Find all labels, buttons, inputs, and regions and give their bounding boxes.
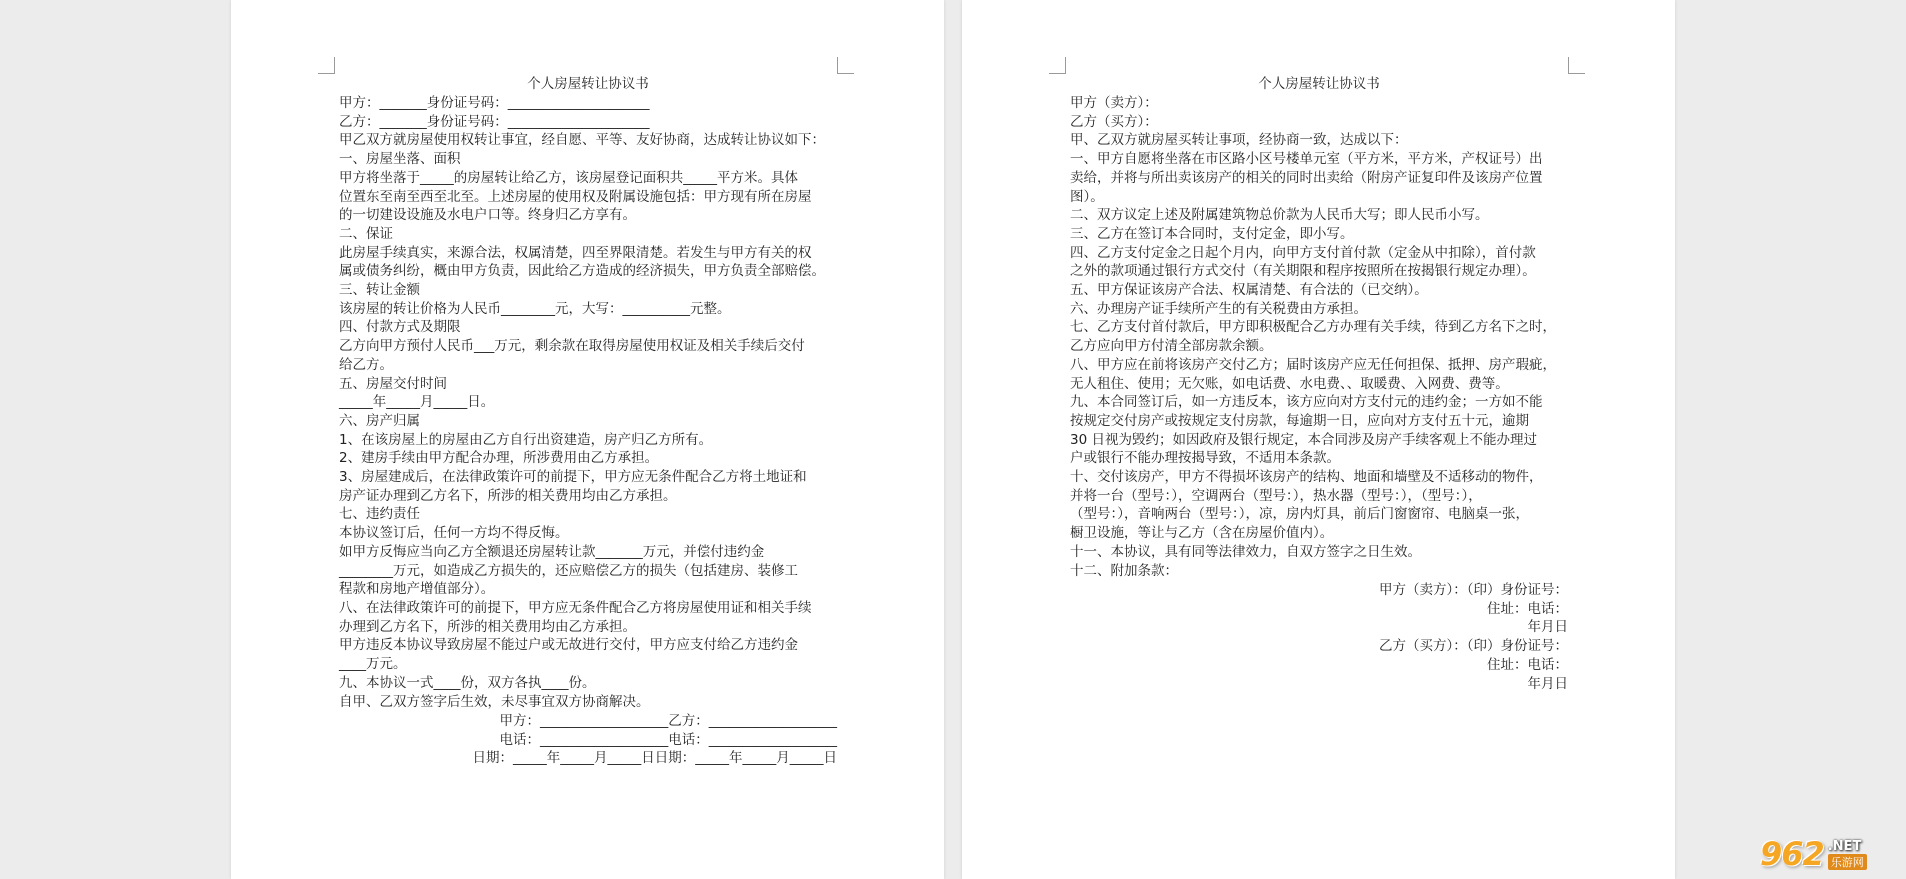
agreement-line: 甲方将坐落于_____的房屋转让给乙方，该房屋登记面积共_____平方米。具体 xyxy=(339,169,798,186)
agreement-line: 七、违约责任 xyxy=(339,506,420,523)
agreement-line: ____万元。 xyxy=(339,656,407,673)
agreement-line: 该房屋的转让价格为人民币________元，大写：__________元整。 xyxy=(339,300,731,317)
signature-line: 年月日 xyxy=(1527,619,1568,636)
signature-block xyxy=(431,712,837,768)
agreement-line: 程款和房地产增值部分）。 xyxy=(339,581,495,598)
signature-block xyxy=(1262,581,1568,693)
agreement-line: 3、房屋建成后，在法律政策许可的前提下，甲方应无条件配合乙方将土地证和 xyxy=(339,469,807,486)
agreement-line: 按规定交付房产或按规定支付房款，每逾期一日，应向对方支付五十元，逾期 xyxy=(1070,412,1529,429)
agreement-line: 四、乙方支付定金之日起个月内，向甲方支付首付款（定金从中扣除），首付款 xyxy=(1070,244,1536,261)
agreement-body xyxy=(1070,94,1568,580)
agreement-line: 房产证办理到乙方名下，所涉的相关费用均由乙方承担。 xyxy=(339,487,677,504)
agreement-line: 二、双方议定上述及附属建筑物总价款为人民币大写；即人民币小写。 xyxy=(1070,207,1489,224)
agreement-line: 给乙方。 xyxy=(339,356,393,373)
agreement-line: 五、房屋交付时间 xyxy=(339,375,447,392)
agreement-line: 之外的款项通过银行方式交付（有关期限和程序按照所在按揭银行规定办理）。 xyxy=(1070,263,1536,280)
agreement-line: 2、建房手续由甲方配合办理，所涉费用由乙方承担。 xyxy=(339,450,659,467)
agreement-line: 办理到乙方名下，所涉的相关费用均由乙方承担。 xyxy=(339,618,636,635)
agreement-line: 八、在法律政策许可的前提下，甲方应无条件配合乙方将房屋使用证和相关手续 xyxy=(339,599,812,616)
watermark-logo: 962 xyxy=(1760,835,1824,873)
site-watermark xyxy=(1760,833,1900,875)
agreement-line: 一、甲方自愿将坐落在市区路小区号楼单元室（平方米，平方米，产权证号）出 xyxy=(1070,151,1543,168)
document-page-left xyxy=(231,0,944,879)
agreement-line: ________万元，如造成乙方损失的，还应赔偿乙方的损失（包括建房、装修工 xyxy=(339,562,798,579)
signature-line: 甲方：___________________乙方：___________________ xyxy=(499,713,837,729)
margin-marker-top-right xyxy=(1568,57,1585,74)
agreement-line: 乙方应向甲方付清全部房款余额。 xyxy=(1070,338,1273,355)
margin-marker-top-left xyxy=(1049,57,1066,74)
agreement-line: 位置东至南至西至北至。上述房屋的使用权及附属设施包括：甲方现有所在房屋 xyxy=(339,188,812,205)
agreement-line: 如甲方反悔应当向乙方全额退还房屋转让款_______万元，并偿付违约金 xyxy=(339,543,765,560)
agreement-line: （型号：），音响两台（型号：），凉，房内灯具，前后门窗窗帘、电脑桌一张， xyxy=(1070,506,1529,523)
agreement-line: 本协议签订后，任何一方均不得反悔。 xyxy=(339,525,569,542)
agreement-line: 户或银行不能办理按揭导致，不适用本条款。 xyxy=(1070,450,1340,467)
agreement-line: 甲方：_______身份证号码：_____________________ xyxy=(339,95,650,111)
agreement-line: 自甲、乙双方签字后生效，未尽事宜双方协商解决。 xyxy=(339,693,650,710)
agreement-line: 并将一台（型号：），空调两台（型号：），热水器（型号：），（型号：）， xyxy=(1070,487,1482,504)
agreement-line: 一、房屋坐落、面积 xyxy=(339,151,461,168)
agreement-line: 甲乙双方就房屋使用权转让事宜，经自愿、平等、友好协商，达成转让协议如下： xyxy=(339,132,825,149)
agreement-line: 卖给，并将与所出卖该房产的相关的同时出卖给（附房产证复印件及该房产位置 xyxy=(1070,169,1543,186)
signature-line: 住址：电话： xyxy=(1487,656,1568,673)
watermark-site-name: 乐游网 xyxy=(1828,854,1867,870)
agreement-body xyxy=(339,94,837,711)
agreement-line: 十一、本协议，具有同等法律效力，自双方签字之日生效。 xyxy=(1070,543,1421,560)
margin-marker-top-right xyxy=(837,57,854,74)
agreement-line: 乙方向甲方预付人民币___万元，剩余款在取得房屋使用权证及相关手续后交付 xyxy=(339,338,805,355)
agreement-line: 二、保证 xyxy=(339,225,393,242)
signature-line: 住址：电话： xyxy=(1487,600,1568,617)
agreement-line: 六、房产归属 xyxy=(339,412,420,429)
agreement-line: 此房屋手续真实，来源合法，权属清楚，四至界限清楚。若发生与甲方有关的权 xyxy=(339,244,812,261)
agreement-line: 十、交付该房产，甲方不得损坏该房产的结构、地面和墙壁及不适移动的物件， xyxy=(1070,469,1543,486)
agreement-line: 乙方：_______身份证号码：_____________________ xyxy=(339,113,650,130)
agreement-line: 七、乙方支付首付款后，甲方即积极配合乙方办理有关手续，待到乙方名下之时， xyxy=(1070,319,1556,336)
agreement-line: 的一切建设设施及水电户口等。终身归乙方享有。 xyxy=(339,207,636,224)
agreement-line: 八、甲方应在前将该房产交付乙方；届时该房产应无任何担保、抵押、房产瑕疵， xyxy=(1070,356,1556,373)
signature-line: 年月日 xyxy=(1527,675,1568,692)
agreement-line: 甲方违反本协议导致房屋不能过户或无故进行交付，甲方应支付给乙方违约金 xyxy=(339,637,798,654)
agreement-line: _____年_____月_____日。 xyxy=(339,394,495,411)
document-page-right xyxy=(962,0,1675,879)
page-title: 个人房屋转让协议书 xyxy=(1258,76,1380,92)
agreement-line: 属或债务纠纷，概由甲方负责，因此给乙方造成的经济损失，甲方负责全部赔偿。 xyxy=(339,263,825,280)
agreement-line: 无人租住、使用；无欠账，如电话费、水电费、、取暖费、入网费、费等。 xyxy=(1070,375,1509,392)
agreement-line: 乙方（买方）： xyxy=(1070,113,1158,130)
agreement-line: 甲方（卖方）： xyxy=(1070,95,1158,111)
agreement-line: 五、甲方保证该房产合法、权属清楚、有合法的（已交纳）。 xyxy=(1070,282,1428,299)
agreement-line: 九、本协议一式____份，双方各执____份。 xyxy=(339,674,596,691)
signature-line: 乙方（买方）：（印）身份证号： xyxy=(1379,638,1568,655)
page-title: 个人房屋转让协议书 xyxy=(527,76,649,92)
agreement-line: 十二、附加条款： xyxy=(1070,562,1178,579)
signature-line: 日期：_____年_____月_____日日期：_____年_____月_____日 xyxy=(472,750,837,767)
signature-line: 电话：___________________电话：___________________ xyxy=(499,731,837,748)
margin-marker-top-left xyxy=(318,57,335,74)
agreement-line: 30 日视为毁约；如因政府及银行规定，本合同涉及房产手续客观上不能办理过 xyxy=(1070,431,1537,448)
agreement-line: 四、付款方式及期限 xyxy=(339,319,461,336)
agreement-line: 三、乙方在签订本合同时，支付定金，即小写。 xyxy=(1070,225,1354,242)
agreement-line: 橱卫设施，等让与乙方（含在房屋价值内）。 xyxy=(1070,525,1334,542)
agreement-line: 甲、乙双方就房屋买转让事项，经协商一致，达成以下： xyxy=(1070,132,1408,149)
agreement-line: 六、办理房产证手续所产生的有关税费由方承担。 xyxy=(1070,300,1367,317)
watermark-domain: .NET xyxy=(1827,838,1862,854)
agreement-line: 三、转让金额 xyxy=(339,282,420,299)
agreement-line: 图）。 xyxy=(1070,188,1104,205)
signature-line: 甲方（卖方）：（印）身份证号： xyxy=(1379,582,1568,598)
agreement-line: 九、本合同签订后，如一方违反本，该方应向对方支付元的违约金；一方如不能 xyxy=(1070,394,1543,411)
agreement-line: 1、在该房屋上的房屋由乙方自行出资建造，房产归乙方所有。 xyxy=(339,431,713,448)
